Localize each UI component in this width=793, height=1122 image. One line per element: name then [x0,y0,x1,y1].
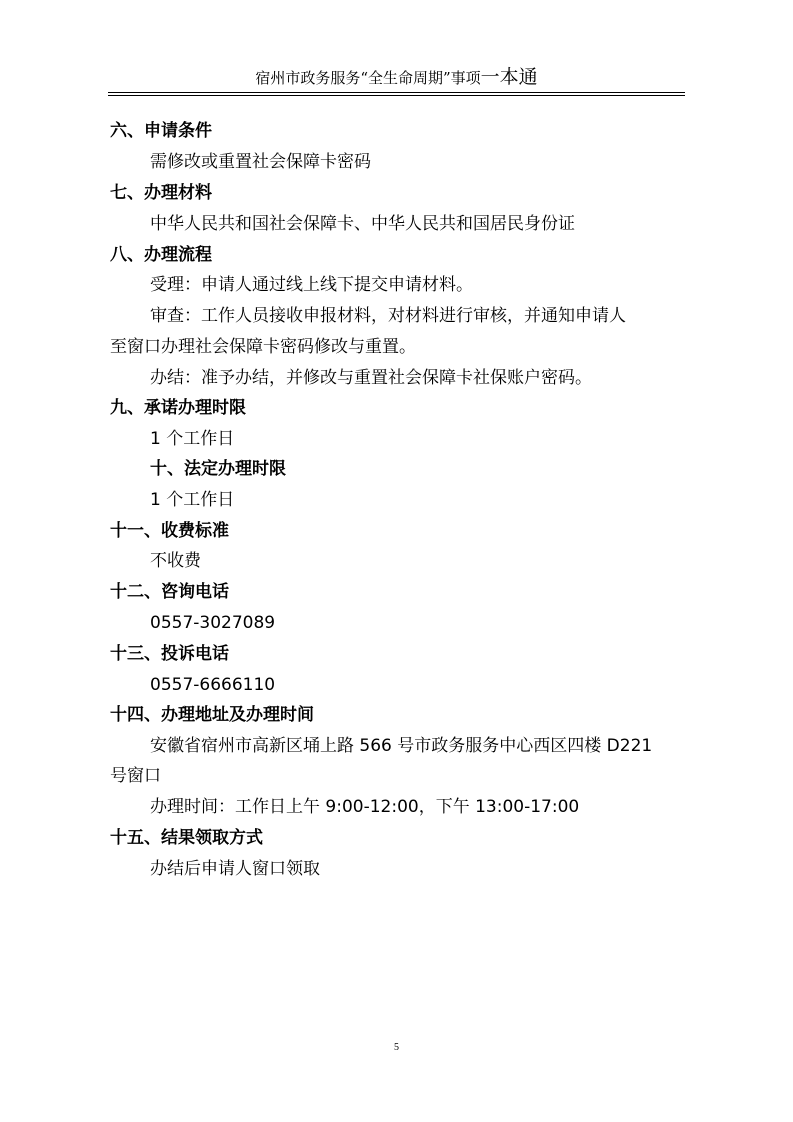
section-heading-promised-time-limit: 九、承诺办理时限 [110,398,246,418]
section-text: 办结：准予办结，并修改与重置社会保障卡社保账户密码。 [150,368,592,388]
section-heading-address-and-hours: 十四、办理地址及办理时间 [110,705,314,725]
section-heading-complaint-phone: 十三、投诉电话 [110,644,229,664]
section-text: 0557-3027089 [150,613,276,633]
section-text: 1 个工作日 [150,490,235,510]
section-heading-application-conditions: 六、申请条件 [110,121,212,141]
section-heading-materials: 七、办理材料 [110,183,212,203]
section-text: 不收费 [150,551,201,571]
section-text: 受理：申请人通过线上线下提交申请材料。 [150,275,473,295]
section-text: 办理时间：工作日上午 9:00-12:00，下午 13:00-17:00 [150,797,580,817]
section-text: 中华人民共和国社会保障卡、中华人民共和国居民身份证 [150,214,575,234]
section-text: 至窗口办理社会保障卡密码修改与重置。 [110,337,416,357]
header-rule-top [108,92,685,93]
section-heading-result-collection: 十五、结果领取方式 [110,828,263,848]
section-text: 办结后申请人窗口领取 [150,859,320,879]
section-text: 0557-6666110 [150,675,276,695]
section-heading-legal-time-limit: 十、法定办理时限 [150,459,286,479]
header-title-tail: 一本通 [480,66,538,88]
section-text: 安徽省宿州市高新区埇上路 566 号市政务服务中心西区四楼 D221 [150,736,653,756]
section-heading-consult-phone: 十二、咨询电话 [110,582,229,602]
section-text: 审查：工作人员接收申报材料，对材料进行审核，并通知申请人 [150,306,626,326]
section-text: 号窗口 [110,766,161,786]
section-heading-process: 八、办理流程 [110,245,212,265]
section-text: 1 个工作日 [150,429,235,449]
header-title: 宿州市政务服务“全生命周期”事项 [255,69,481,87]
page-number: 5 [394,1042,399,1053]
section-text: 需修改或重置社会保障卡密码 [150,152,371,172]
section-heading-fee-standard: 十一、收费标准 [110,521,229,541]
page-header [0,62,793,89]
header-rule-bottom [108,95,685,96]
